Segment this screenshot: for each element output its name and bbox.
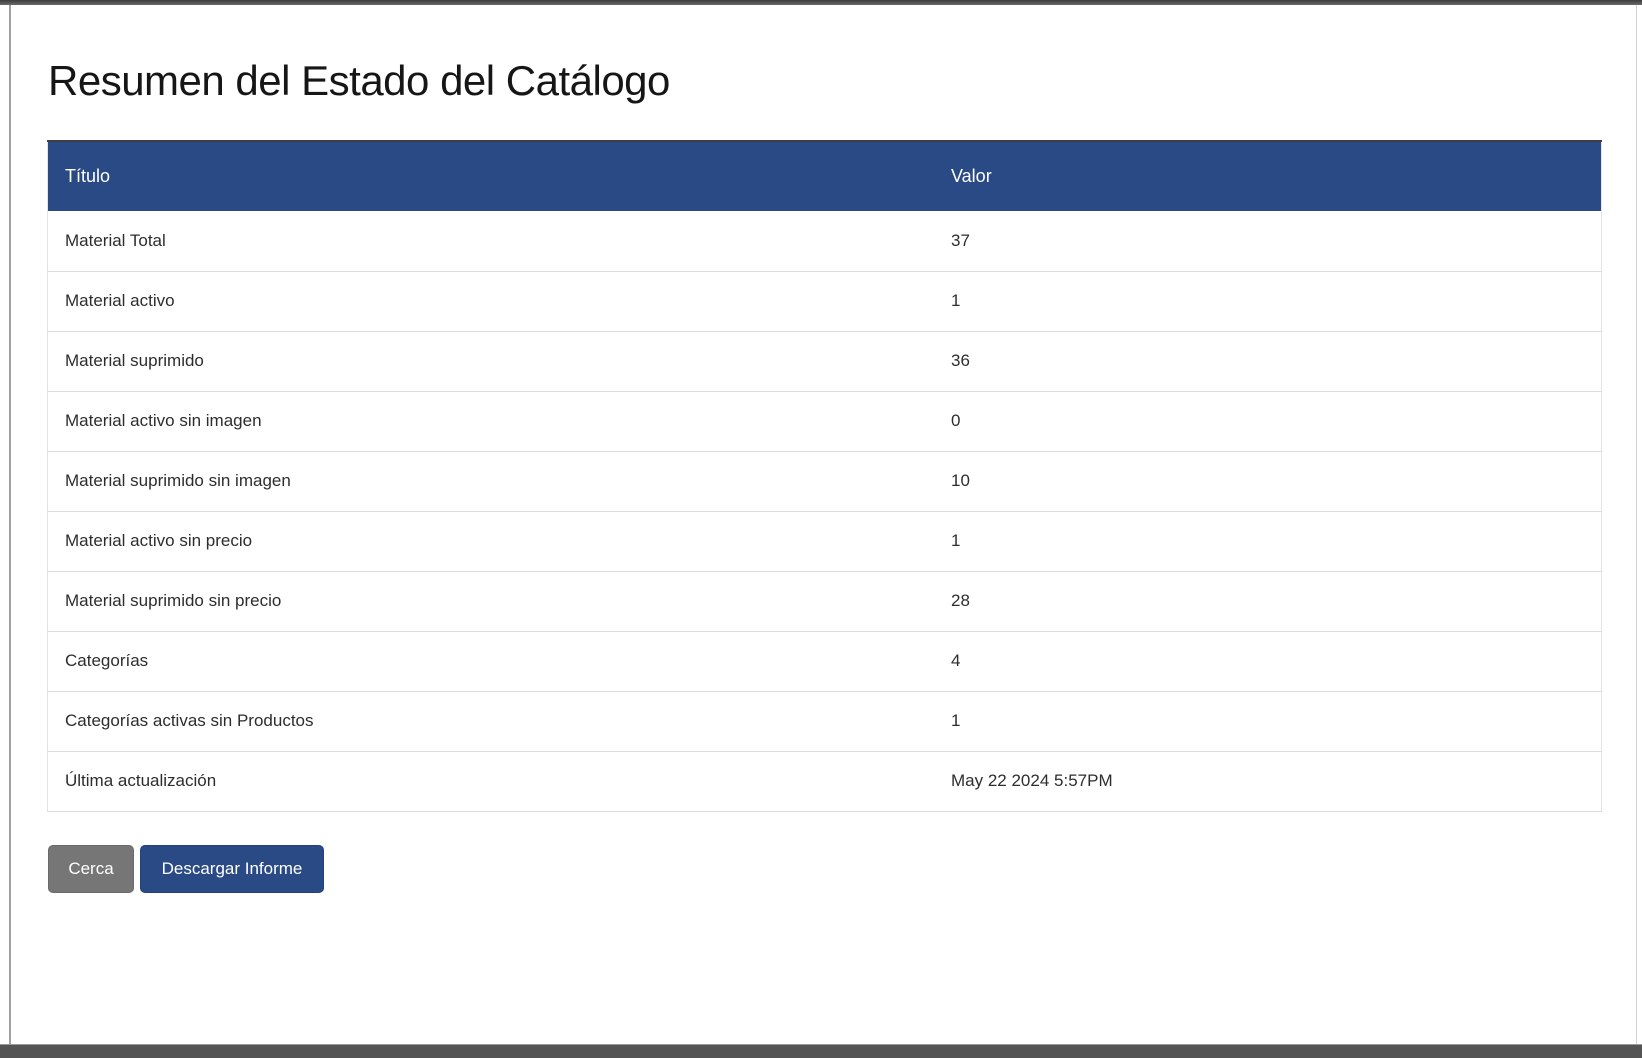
row-title: Categorías activas sin Productos [48, 691, 935, 751]
table-row [48, 511, 1602, 571]
row-title: Material activo sin precio [48, 511, 935, 571]
catalog-summary-table [47, 140, 1602, 812]
window-right-edge [1636, 5, 1637, 1045]
row-value: 1 [934, 691, 1602, 751]
window-left-edge [9, 5, 11, 1045]
row-title: Material activo [48, 271, 935, 331]
window-top-edge [0, 0, 1642, 5]
close-button[interactable]: Cerca [48, 845, 134, 893]
table-row [48, 331, 1602, 391]
table-row [48, 391, 1602, 451]
row-value: 36 [934, 331, 1602, 391]
row-title: Material suprimido sin precio [48, 571, 935, 631]
table-row [48, 451, 1602, 511]
row-title: Última actualización [48, 751, 935, 811]
row-value: 4 [934, 631, 1602, 691]
row-title: Material activo sin imagen [48, 391, 935, 451]
row-value: 0 [934, 391, 1602, 451]
window-bottom-edge [0, 1044, 1642, 1058]
table-row [48, 631, 1602, 691]
row-value: May 22 2024 5:57PM [934, 751, 1602, 811]
table-row [48, 691, 1602, 751]
table-row [48, 271, 1602, 331]
table-row [48, 571, 1602, 631]
row-title: Material Total [48, 211, 935, 271]
page-title: Resumen del Estado del Catálogo [48, 57, 670, 104]
table-header-row [48, 141, 1602, 211]
download-report-button[interactable]: Descargar Informe [140, 845, 324, 893]
row-value: 1 [934, 271, 1602, 331]
column-header-titulo: Título [65, 166, 111, 186]
table-row [48, 751, 1602, 811]
row-value: 37 [934, 211, 1602, 271]
row-value: 10 [934, 451, 1602, 511]
column-header-valor: Valor [951, 166, 992, 186]
row-title: Material suprimido sin imagen [48, 451, 935, 511]
row-title: Material suprimido [48, 331, 935, 391]
action-buttons [48, 845, 324, 893]
table-row [48, 211, 1602, 271]
row-value: 28 [934, 571, 1602, 631]
row-value: 1 [934, 511, 1602, 571]
row-title: Categorías [48, 631, 935, 691]
